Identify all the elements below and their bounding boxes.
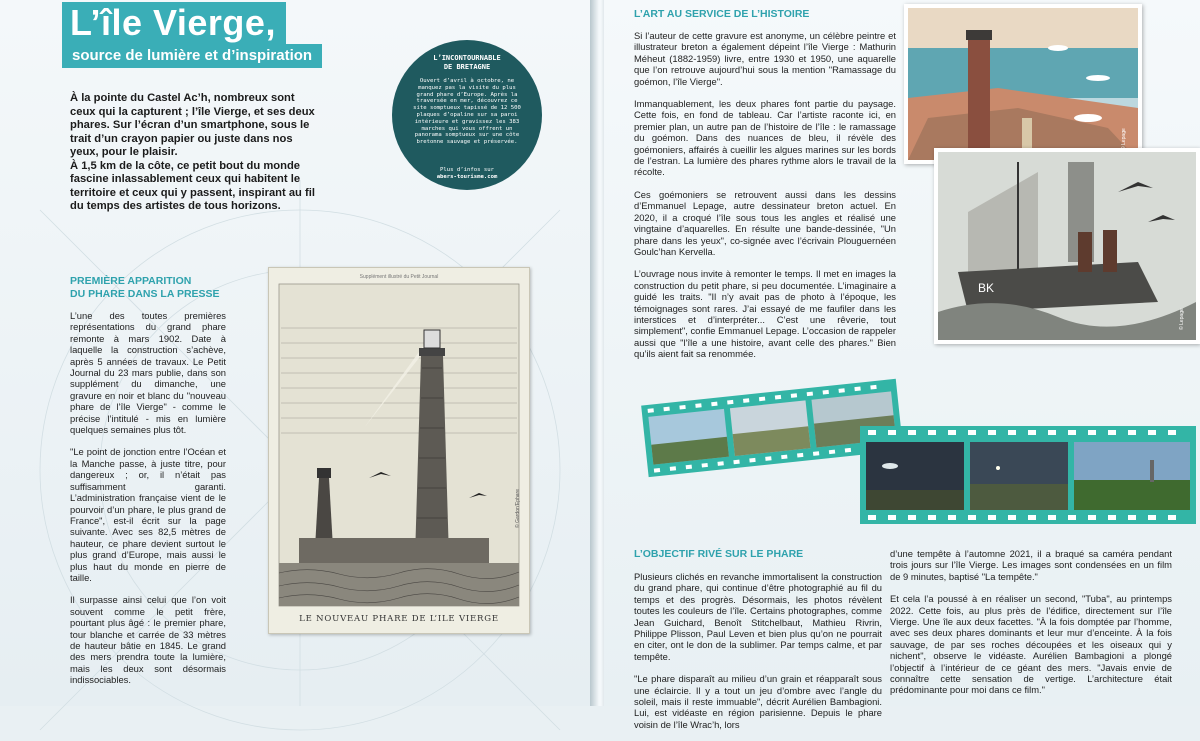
more-link[interactable]: abers-tourisme.com <box>436 173 498 180</box>
photo-credit: © Lepage <box>1121 128 1127 150</box>
right-page <box>604 0 1200 730</box>
incontournable-more <box>416 167 518 181</box>
postcard-caption: LE NOUVEAU PHARE DE L’ILE VIERGE <box>299 614 499 624</box>
photo-credit: © Lepage <box>1179 308 1185 330</box>
drawing-goemoniers-photo <box>934 148 1200 344</box>
more-label: Plus d’infos sur <box>440 167 494 173</box>
incontournable-body: Ouvert d’avril à octobre, ne manquez pas la visite du plus grand phare d’Europe. Après la traversée en mer, découvrez ce site somptueux tapissé de 12 500 plaques d’opaline sur sa paroi intérieure et gravissez les 383 marches qui vous offrent un panorama somptueux sur une côte bretonne sauvage et préservée. <box>413 78 521 146</box>
article-paragraph: L’une des toutes premières représentations du grand phare remonte à mars 1902. Date à laquelle la construction s’achève, après 5 années de travaux. Le Petit Journal du 23 mars publie, dans son supplément du dimanche, une gravure en noir et blanc du "nouveau phare de l’île Vierge" - comme le précise l’intitulé - mis en lumière quelques semaines plus tôt. <box>70 310 226 436</box>
article-paragraph: Si l’auteur de cette gravure est anonyme, un célèbre peintre et illustrateur breton a également dépeint l’île Vierge : Mathurin Méheut (1882-1959) livre, entre 1930 et 1950, une aquarelle que l’on retrouve aujourd’hui sous la mention "Ramassage du goémon, l’île Vierge". <box>634 30 896 87</box>
intro-text <box>70 92 320 214</box>
postcard-credit: © Gardon’Ephare <box>515 489 521 528</box>
incontournable-title-line: L’INCONTOURNABLE <box>433 54 501 62</box>
article-column-art <box>634 30 896 371</box>
left-page <box>0 0 596 706</box>
section-heading-art: L’ART AU SERVICE DE L’HISTOIRE <box>634 8 810 20</box>
section-heading-presse <box>70 275 270 300</box>
incontournable-title-line: DE BRETAGNE <box>443 63 491 71</box>
article-paragraph: "Le phare disparaît au milieu d’un grain et réapparaît sous une éclaircie. Il y a tout un jeu d’ombre avec l’angle du soleil, mais il reste immuable", décrit Aurélien Bambagioni. Lui, est vidéaste en région parisienne. Depuis le phare voisin de l’île Wrac’h, lors <box>634 673 882 730</box>
heading-line: PREMIÈRE APPARITION <box>70 275 192 287</box>
article-paragraph: Plusieurs clichés en revanche immortalisent la construction du grand phare, qui continue d’être photographié au fil du temps et des progrès. Désormais, les photos révèlent toutes les couleurs de l’île. Certains photographes, comme Jean Guichard, Benoît Stitchelbaut, Mathieu Rivrin, Philippe Plisson, Paul Leven et bien plus qu’on ne pourrait en citer, ont le don de la sublimer. Par temps calme, et par tempête. <box>634 571 882 662</box>
engraving-postcard <box>268 267 530 634</box>
page-subtitle: source de lumière et d’inspiration <box>62 44 322 68</box>
article-paragraph: L’ouvrage nous invite à remonter le temps. Il met en images la construction du petit phare, si peu documentée. L’imaginaire a guidé les traits. "Il n’y avait pas de photo à l’époque, les témoignages sont rares. J’ai essayé de me faufiler dans les interstices et d’interpréter... C’est une rêverie, tout simplement", confie Emmanuel Lepage. L’occasion de rappeler aussi que "l’île a une histoire, avant celle des phares." Bien qu’ils aient fait sa renommée. <box>634 268 896 360</box>
intro-paragraph: À 1,5 km de la côte, ce petit bout du monde fascine inlassablement ceux qui habitent le territoire et ceux qui y passent, inspirant au fil du temps des artistes de tous horizons. <box>70 159 315 212</box>
article-paragraph: Immanquablement, les deux phares font partie du paysage. Cette fois, en fond de tableau. Car l’artiste raconte ici, en premier plan, un autre pan de l’histoire de l’île : le ramassage du goémon. Dans des nuances de bleu, il révèle des goémoniers, affairés à cueillir les algues marines sur les bords de l’estran. La lumière des phares rythme alors le travail de la récolte. <box>634 98 896 178</box>
postcard-header: Supplément illustré du Petit Journal <box>359 274 439 280</box>
watercolor-lighthouse-photo <box>904 4 1142 164</box>
article-paragraph: Et cela l’a poussé à en réaliser un second, "Tuba", au printemps 2022. Cette fois, au plus près de l’édifice, directement sur l’île Vierge. Une île aux deux facettes. "À la fois domptée par l’homme, avec ses deux phares dominants et leur mur d’enceinte. À la fois sauvage, de par ses roches découpées et les oiseaux qui y nichent", observe le vidéaste. Aurélien Bambagioni a plongé l’objectif à l’intérieur de ce géant des mers. "Javais envie de connaître cette sensation de vertige. L’architecture était prédominante pour moi dans ce film." <box>890 593 1172 696</box>
lighthouse-engraving-image <box>269 268 529 633</box>
article-column-presse <box>70 310 226 697</box>
article-column-objectif-1 <box>634 571 882 741</box>
article-paragraph: "Le point de jonction entre l’Océan et la Manche passe, à juste titre, pour dangereux ; or, il n’était pas suffisamment garanti. L’administration française vient de le pourvoir d’un phare, le plus grand de France", est-il écrit sur la page suivante. Avec ses 82,5 mètres de hauteur, ce phare devient surtout le plus grand d’Europe, mais aussi le plus haut du monde en pierre de taille. <box>70 446 226 583</box>
incontournable-title <box>412 54 522 72</box>
article-paragraph: Ces goémoniers se retrouvent aussi dans les dessins d’Emmanuel Lepage, autre dessinateur breton actuel. En 2020, il a croqué l’île sous tous les angles et réalisé une vingtaine d’aquarelles. En résulte une bande-dessinée, "Un phare dans les yeux", co-signée avec l’écrivain Plouguernéen Goulc’han Kervella. <box>634 188 896 257</box>
title-block <box>62 2 313 68</box>
article-paragraph: d’une tempête à l’automne 2021, il a braqué sa caméra pendant trois jours sur l’île Vierge. Les images sont condensées en un film de 9 minutes, baptisé "La tempête." <box>890 548 1172 582</box>
article-paragraph: Il surpasse ainsi celui que l’on voit souvent comme le petit frère, pourtant plus âgé : le premier phare, tour blanche et carrée de 33 mètres de hauteur bâtie en 1845. Le grand des mers prendra toute la lumière, mais les deux sont désormais indissociables. <box>70 594 226 686</box>
article-column-objectif-2 <box>890 548 1172 707</box>
incontournable-box <box>392 40 542 190</box>
svg-text:BK: BK <box>978 281 995 295</box>
intro-paragraph: À la pointe du Castel Ac’h, nombreux sont ceux qui la capturent ; l’île Vierge, et ses deux phares. Sur l’écran d’un smartphone, sous le trait d’un crayon papier ou juste dans nos yeux, pour le plaisir. <box>70 92 315 158</box>
heading-line: DU PHARE DANS LA PRESSE <box>70 287 220 300</box>
filmstrip-photos-2 <box>860 420 1196 532</box>
page-title: L’île Vierge, <box>62 2 286 44</box>
section-heading-objectif: L’OBJECTIF RIVÉ SUR LE PHARE <box>634 548 804 560</box>
